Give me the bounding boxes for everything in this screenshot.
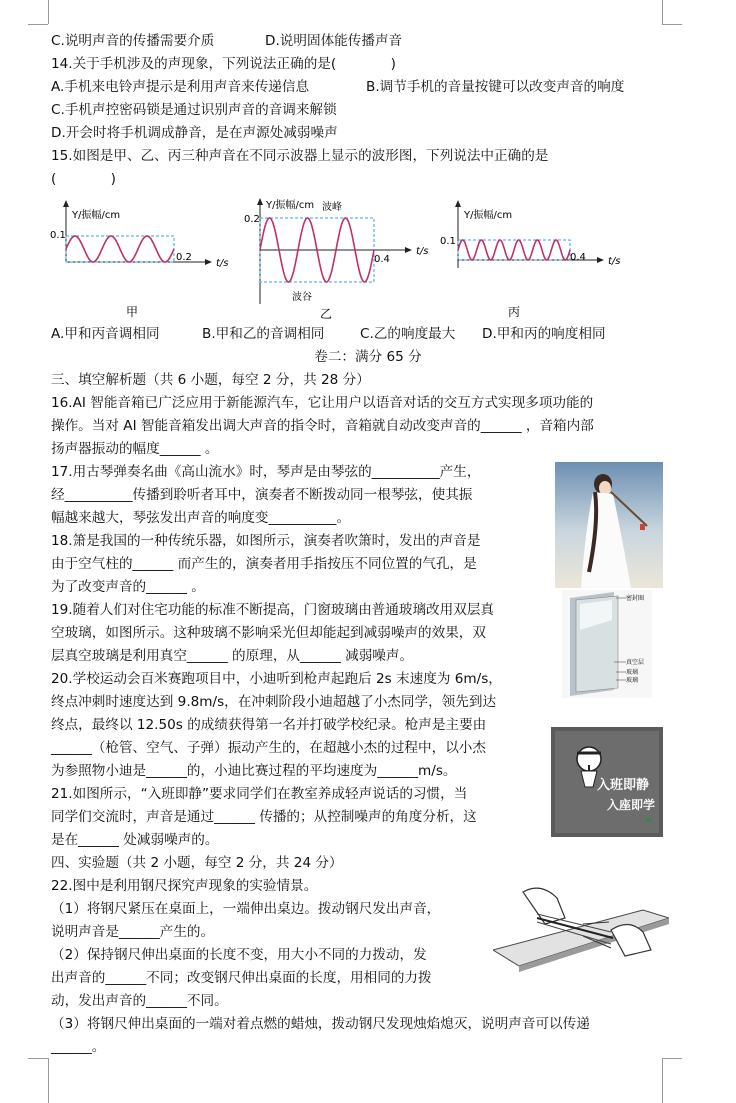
crop-mark-top-left (28, 24, 48, 25)
waveform-graph-bing (436, 198, 636, 328)
jia-t-label: t/s (216, 258, 229, 269)
q20-line-1: 20.学校运动会百米赛跑项目中，小迪听到枪声起跑后 2s 末速度为 6m/s， (51, 671, 502, 687)
q16-line-3: 扬声器振动的幅度______ 。 (51, 441, 219, 457)
q20-line-5: 为参照物小迪是______的，小迪比赛过程的平均速度为______m/s。 (51, 763, 457, 779)
q15-option-b: B.甲和乙的音调相同 (202, 326, 325, 342)
jia-amp-tick: 0.1 (50, 230, 66, 241)
q19-line-2: 空玻璃，如图所示。这种玻璃不影响采光但却能起到减弱噪声的效果，双 (51, 625, 486, 641)
q20-line-3: 终点，最终以 12.50s 的成绩获得第一名并打破学校纪录。枪声是主要由 (51, 717, 487, 733)
q22-part2-line-3: 动，发出声音的______不同。 (51, 993, 228, 1009)
jia-caption: 甲 (126, 305, 139, 319)
yi-ylabel: Y/振幅/cm (266, 200, 315, 211)
crop-mark-bottom-left-v (48, 1058, 49, 1103)
glass-label-glass-1: 玻璃 (626, 669, 639, 676)
q18-line-2: 由于空气柱的______ 而产生的，演奏者用手指按压不同位置的气孔，是 (51, 556, 477, 572)
q19-line-1: 19.随着人们对住宅功能的标准不断提高，门窗玻璃由普通玻璃改用双层真 (51, 602, 495, 618)
bing-amp-tick: 0.1 (440, 236, 456, 247)
glass-label-vacuum: 真空层 (626, 659, 645, 666)
q13-option-c: C.说明声音的传播需要介质 (51, 33, 215, 49)
q16-line-1: 16.AI 智能音箱已广泛应用于新能源汽车，它让用户以语音对话的交互方式实现多项功能的 (51, 395, 594, 411)
q15-option-c: C.乙的响度最大 (360, 326, 456, 342)
q22-stem: 22.图中是利用钢尺探究声现象的实验情景。 (51, 878, 318, 894)
q14-option-c: C.手机声控密码锁是通过识别声音的音调来解锁 (51, 102, 337, 118)
q15-stem: 15.如图是甲、乙、丙三种声音在不同示波器上显示的波形图，下列说法中正确的是 (51, 148, 549, 164)
q21-line-3: 是在______ 处减弱噪声的。 (51, 832, 219, 848)
q22-part2-line-1: （2）保持钢尺伸出桌面的长度不变，用大小不同的力拨动，发 (51, 947, 427, 963)
q16-line-2: 操作。当对 AI 智能音箱发出调大声音的指令时，音箱就自动改变声音的______ ，音箱内部 (51, 418, 594, 434)
sign-text-line-2: 入座即学 (607, 798, 656, 812)
jia-ylabel: Y/振幅/cm (72, 210, 121, 221)
quiet-classroom-sign (551, 727, 663, 837)
bing-caption: 丙 (508, 305, 521, 319)
jia-wave (66, 236, 174, 262)
section3-title: 三、填空解析题（共 6 小题，每空 2 分，共 28 分） (51, 372, 370, 388)
yi-t-label: t/s (416, 246, 429, 257)
bing-ylabel: Y/振幅/cm (464, 210, 513, 221)
steel-ruler-experiment (493, 878, 669, 974)
crop-mark-bottom-right (662, 1058, 682, 1059)
q13-option-d: D.说明固体能传播声音 (265, 33, 403, 49)
section4-title: 四、实验题（共 2 小题，每空 2 分，共 24 分） (51, 855, 343, 871)
q14-option-b: B.调节手机的音量按键可以改变声音的响度 (366, 79, 625, 95)
q20-line-2: 终点冲刺时速度达到 9.8m/s，在冲刺阶段小迪超越了小杰同学，领先到达 (51, 694, 497, 710)
q18-line-1: 18.箫是我国的一种传统乐器，如图所示，演奏者吹箫时，发出的声音是 (51, 533, 481, 549)
glass-label-glass-2: 玻璃 (626, 677, 639, 684)
waveform-graph-jia (48, 198, 230, 328)
part2-title: 卷二：满分 65 分 (314, 349, 422, 365)
q14-option-a: A.手机来电铃声提示是利用声音来传递信息 (51, 79, 310, 95)
q22-part3-line-2: ______。 (51, 1039, 106, 1055)
q18-line-3: 为了改变声音的______ 。 (51, 579, 205, 595)
crop-mark-top-right-v (662, 0, 663, 24)
vacuum-glass-figure (562, 590, 652, 698)
q21-line-1: 21.如图所示，“入班即静”要求同学们在教室养成轻声说话的习惯，当 (51, 786, 468, 802)
waveform-graph-yi (238, 196, 438, 328)
q22-part1-line-1: （1）将钢尺紧压在桌面上，一端伸出桌边。拨动钢尺发出声音， (51, 901, 441, 917)
q17-line-1: 17.用古琴弹奏名曲《高山流水》时，琴声是由琴弦的__________产生， (51, 464, 481, 480)
yi-trough-label: 波谷 (292, 292, 312, 303)
crop-mark-bottom-left (28, 1058, 48, 1059)
crop-mark-top-right (662, 24, 682, 25)
bing-wave (458, 240, 570, 260)
q14-option-d: D.开会时将手机调成静音，是在声源处减弱噪声 (51, 125, 338, 141)
bing-t-tick: 0.4 (570, 252, 586, 263)
xiao-player-photo (555, 462, 663, 588)
yi-amp-tick: 0.2 (244, 214, 260, 225)
sign-text-line-1: 入班即静 (597, 778, 650, 793)
q22-part1-line-2: 说明声音是______产生的。 (51, 924, 215, 940)
yi-caption: 乙 (320, 307, 333, 321)
q15-option-d: D.甲和丙的响度相同 (482, 326, 606, 342)
yi-t-tick: 0.4 (374, 254, 390, 265)
q17-line-2: 经__________传播到聆听者耳中，演奏者不断拨动同一根琴弦，使其振 (51, 487, 473, 503)
glass-label-seal: 密封圈 (626, 595, 645, 602)
q17-line-3: 幅越来越大，琴弦发出声音的响度变__________。 (51, 510, 351, 526)
q15-option-a: A.甲和丙音调相同 (51, 326, 160, 342)
crop-mark-bottom-right-v (662, 1058, 663, 1103)
jia-t-tick: 0.2 (176, 252, 192, 263)
q14-stem: 14.关于手机涉及的声现象，下列说法正确的是( ) (51, 56, 396, 72)
q15-answer-paren: ( ) (51, 171, 116, 187)
q22-part2-line-2: 出声音的______不同；改变钢尺伸出桌面的长度，用相同的力拨 (51, 970, 432, 986)
q19-line-3: 层真空玻璃是利用真空______ 的原理，从______ 减弱噪声。 (51, 648, 414, 664)
q21-line-2: 同学们交流时，声音是通过______ 传播的；从控制噪声的角度分析，这 (51, 809, 477, 825)
crop-mark-top-left-v (48, 0, 49, 24)
yi-peak-label: 波峰 (322, 202, 342, 213)
q20-line-4: ______（枪管、空气、子弹）振动产生的，在超越小杰的过程中，以小杰 (51, 740, 486, 756)
q22-part3-line-1: （3）将钢尺伸出桌面的一端对着点燃的蜡烛，拨动钢尺发现烛焰熄灭，说明声音可以传递 (51, 1016, 590, 1032)
bing-t-label: t/s (608, 256, 621, 267)
